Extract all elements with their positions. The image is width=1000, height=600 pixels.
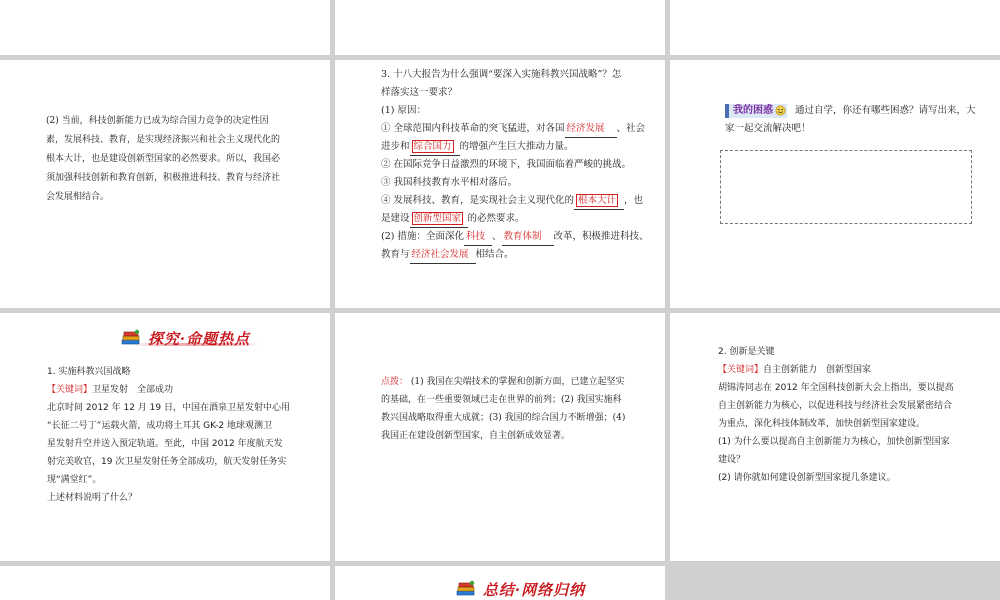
material-heading: 2. 创新是关键	[718, 347, 775, 357]
measures-line-cont: 教育与 经济社会发展 相结合。	[381, 246, 649, 264]
keyword-line: 【关键词】自主创新能力 创新型国家	[718, 365, 872, 375]
book-stack-icon	[120, 328, 142, 348]
slide-2	[335, 0, 665, 55]
reason-item-1: ① 全球范围内科技革命的突飞猛进，对各国 经济发展 、社会	[381, 120, 649, 138]
reason-item-4-cont: 是建设 创新型国家 的必然要求。	[381, 210, 649, 228]
slide-8	[0, 313, 330, 561]
hint-line: (1) 我国在尖端技术的掌握和创新方面，已建立起坚实	[410, 377, 625, 387]
material-line: “长征二号丁”运载火箭，成功将土耳其 GK-2 地球观测卫	[47, 421, 272, 431]
blank-innovative-country: 创新型国家	[410, 213, 468, 228]
summary-banner	[445, 576, 595, 600]
banner-underline	[132, 343, 260, 346]
material-line: 星发射升空并送入预定轨道。至此，中国 2012 年度航天发	[47, 439, 283, 449]
slide-3	[670, 0, 1000, 55]
measures-line: (2) 措施：全面深化 科技 、 教育体制 改革，积极推进科技、	[381, 228, 649, 246]
section-title: 探究·命题热点	[147, 329, 251, 348]
material-heading: 1. 实施科教兴国战略	[47, 367, 131, 377]
reason-heading: (1) 原因：	[381, 105, 426, 116]
material-line: 胡锦涛同志在 2012 年全国科技创新大会上指出，要以提高	[718, 383, 954, 393]
blank-technology: 科技	[464, 231, 492, 246]
answer-line: 会发展相结合。	[46, 192, 110, 202]
trouble-prompt	[725, 102, 976, 138]
hint-line: 教兴国战略取得重大成就；(3) 我国的综合国力不断增强；(4)	[381, 413, 626, 423]
reason-item-3: ③ 我国科技教育水平相对落后。	[381, 177, 518, 188]
question-block	[381, 66, 649, 264]
blank-economic-development: 经济发展	[565, 123, 617, 138]
material-line: 为重点，深化科技体制改革，加快创新型国家建设。	[718, 419, 926, 429]
reason-item-4: ④ 发展科技、教育，是实现社会主义现代化的 根本大计 ，也	[381, 192, 649, 210]
smiley-icon	[775, 105, 786, 116]
blank-fundamental-plan: 根本大计	[574, 195, 624, 210]
section-banner	[110, 325, 260, 351]
slide-10	[670, 313, 1000, 561]
slide-7	[670, 60, 1000, 308]
answer-line: 根本大计，也是建设创新型国家的必然要求。所以，我国必	[46, 154, 281, 164]
question-line: 样落实这一要求？	[381, 87, 458, 98]
keyword-line: 【关键词】卫星发射 全部成功	[47, 385, 174, 395]
slide-12	[335, 566, 665, 600]
slide-9	[335, 313, 665, 561]
trouble-text-line: 家一起交流解决吧！	[725, 123, 811, 134]
material-line: (1) 为什么要以提高自主创新能力为核心，加快创新型国家	[718, 437, 950, 447]
hint-block	[381, 373, 625, 445]
slide-5	[0, 60, 330, 308]
trouble-text-line: 通过自学，你还有哪些困惑？请写出来，大	[795, 105, 976, 116]
hint-line: 我国正在建设创新型国家，自主创新成效显著。	[381, 431, 571, 441]
answer-paragraph	[46, 112, 280, 207]
answer-line: 须加强科技创新和教育创新，积极推进科技、教育与经济社	[46, 173, 281, 183]
question-line: 3. 十八大报告为什么强调“要深入实施科教兴国战略”？怎	[381, 69, 622, 80]
material-line: 自主创新能力为核心，以促进科技与经济社会发展紧密结合	[718, 401, 953, 411]
reason-item-1-cont: 进步和 综合国力 的增强产生巨大推动力量。	[381, 138, 649, 156]
blank-socioeconomic-development: 经济社会发展	[410, 249, 476, 264]
material-line: 建设？	[718, 455, 746, 465]
empty-slot	[670, 566, 1000, 600]
blank-comprehensive-power: 综合国力	[410, 141, 460, 156]
material-line: (2) 请你就如何建设创新型国家提几条建议。	[718, 473, 896, 483]
answer-line: (2) 当前，科技创新能力已成为综合国力竞争的决定性因	[46, 116, 269, 126]
material-line: 现“满堂红”。	[47, 475, 102, 485]
slide-11	[0, 566, 330, 600]
slide-6	[335, 60, 665, 308]
book-stack-icon	[455, 579, 477, 599]
answer-input-box[interactable]	[720, 150, 972, 224]
hint-label: 点拨：	[381, 377, 409, 387]
reason-item-2: ② 在国际竞争日益激烈的环境下，我国面临着严峻的挑战。	[381, 159, 632, 170]
answer-line: 素，发展科技、教育，是实现经济振兴和社会主义现代化的	[46, 135, 281, 145]
material-line: 北京时间 2012 年 12 月 19 日，中国在酒泉卫星发射中心用	[47, 403, 290, 413]
material-block-2	[718, 343, 954, 487]
material-block	[47, 363, 290, 507]
my-confusion-badge: 我的困惑	[725, 104, 787, 118]
slide-1	[0, 0, 330, 55]
material-line: 射完美收官，19 次卫星发射任务全部成功，航天发射任务实	[47, 457, 287, 467]
summary-title: 总结·网络归纳	[482, 580, 586, 599]
material-question: 上述材料说明了什么？	[47, 493, 138, 503]
hint-line: 的基础，在一些重要领域已走在世界的前列；(2) 我国实施科	[381, 395, 622, 405]
blank-education-system: 教育体制	[502, 231, 554, 246]
